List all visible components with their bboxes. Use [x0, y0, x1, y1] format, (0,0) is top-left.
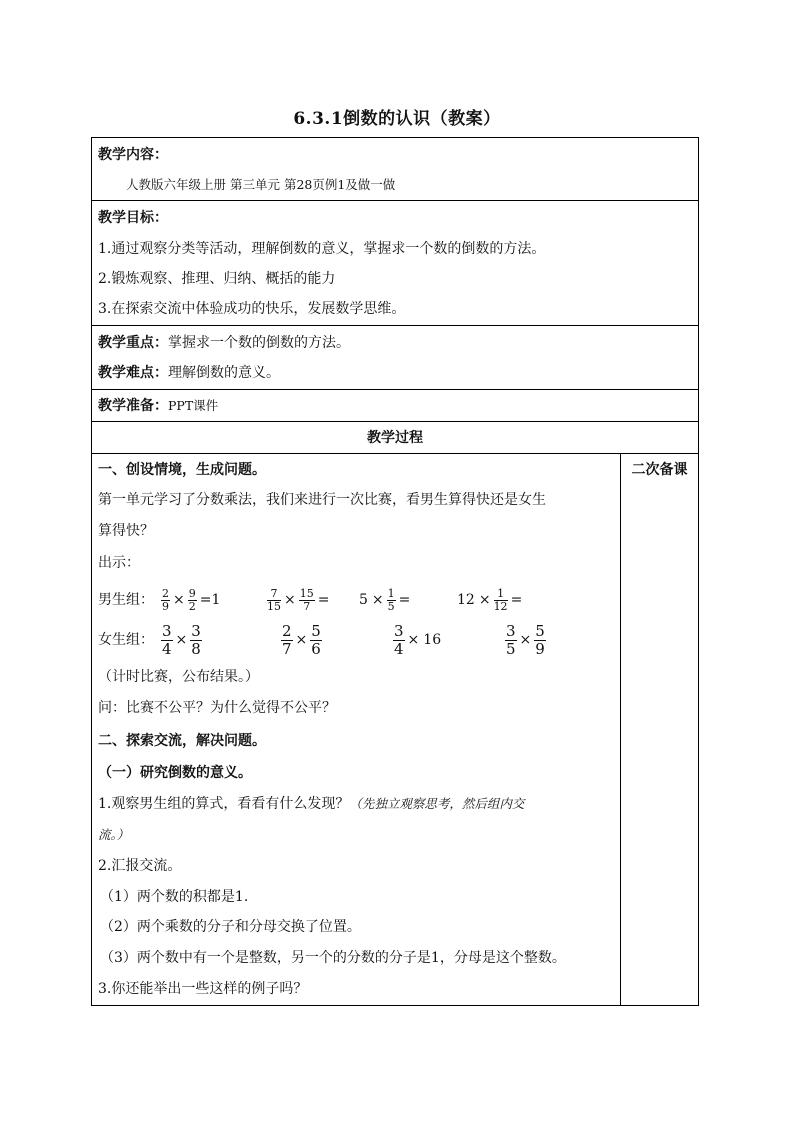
difficulty-label: 教学难点： — [98, 365, 168, 381]
fraction: $\frac{2}{7}$ — [282, 621, 292, 658]
fraction: $\frac{1}{12}$ — [493, 586, 508, 613]
question: 问：比赛不公平？为什么觉得不公平？ — [98, 700, 336, 716]
key-point-label: 教学重点： — [98, 335, 168, 351]
point-1: （1）两个数的积都是1. — [100, 889, 249, 905]
observe-line — [98, 794, 524, 814]
point-3: （3）两个数中有一个是整数，另一个的分数的分子是1，分母是这个整数。 — [100, 950, 566, 966]
content-text: 人教版六年级上册 第三单元 第28页例1及做一做 — [126, 177, 396, 192]
boys-expr-4: 12 × $\frac{1}{12}$ = — [457, 586, 523, 613]
fraction: $\frac{15}{7}$ — [299, 586, 314, 613]
content-label: 教学内容： — [98, 147, 168, 163]
goals-label: 教学目标： — [98, 210, 168, 226]
fraction: $\frac{3}{4}$ — [162, 621, 172, 658]
difficulty — [98, 363, 280, 383]
subsection-1-heading: （一）研究倒数的意义。 — [98, 765, 252, 781]
intro-line-2: 算得快？ — [98, 523, 154, 539]
fraction: $\frac{3}{5}$ — [506, 621, 516, 658]
preparation — [98, 396, 218, 416]
side-header: 二次备课 — [631, 462, 688, 478]
boys-expr-3: 5 × $\frac{1}{5}$ = — [359, 586, 411, 613]
point-2: （2）两个乘数的分子和分母交换了位置。 — [100, 919, 361, 935]
fraction: $\frac{2}{9}$ — [162, 586, 169, 613]
report-line: 2.汇报交流。 — [98, 858, 182, 874]
timing-note: （计时比赛，公布结果。） — [98, 669, 259, 685]
girls-label: 女生组： — [98, 632, 154, 648]
observe-note-2: 流。） — [98, 827, 130, 842]
key-point — [98, 333, 350, 353]
fraction: $\frac{3}{4}$ — [394, 621, 404, 658]
observe-note: （先独立观察思考，然后组内交 — [349, 796, 525, 811]
preparation-label: 教学准备： — [98, 398, 168, 414]
key-point-text: 掌握求一个数的倒数的方法。 — [168, 335, 350, 351]
girls-expr-4: $\frac{3}{5}$ × $\frac{5}{9}$ — [506, 621, 545, 658]
preparation-text: PPT课件 — [168, 398, 219, 413]
intro-line-1: 第一单元学习了分数乘法，我们来进行一次比赛，看男生算得快还是女生 — [98, 492, 546, 508]
difficulty-text: 理解倒数的意义。 — [168, 365, 280, 381]
girls-expr-2: $\frac{2}{7}$ × $\frac{5}{6}$ — [282, 621, 321, 658]
fraction: $\frac{9}{2}$ — [188, 586, 196, 613]
fraction: $\frac{5}{6}$ — [311, 621, 321, 658]
goal-item-3: 3.在探索交流中体验成功的快乐，发展数学思维。 — [98, 301, 406, 317]
fraction: $\frac{5}{9}$ — [535, 621, 545, 658]
goal-item-1: 1.通过观察分类等活动，理解倒数的意义，掌握求一个数的倒数的方法。 — [98, 241, 546, 257]
show-label: 出示： — [98, 555, 140, 571]
page-title: 6.3.1倒数的认识（教案） — [293, 109, 501, 129]
goal-item-2: 2.锻炼观察、推理、归纳、概括的能力 — [98, 271, 336, 287]
boys-expr-1: $\frac{2}{9}$ × $\frac{9}{2}$ =1 — [162, 586, 221, 613]
process-header: 教学过程 — [367, 430, 423, 446]
girls-expr-3: $\frac{3}{4}$ × 16 — [394, 621, 442, 658]
girls-expr-1: $\frac{3}{4}$ × $\frac{3}{8}$ — [162, 621, 201, 658]
section-1-heading: 一、创设情境，生成问题。 — [98, 462, 266, 478]
fraction: $\frac{7}{15}$ — [267, 586, 281, 613]
observe-text: 1.观察男生组的算式，看看有什么发现？ — [98, 796, 350, 812]
boys-label: 男生组： — [98, 592, 154, 608]
example-line: 3.你还能举出一些这样的例子吗？ — [98, 981, 308, 997]
boys-expr-2: $\frac{7}{15}$ × $\frac{15}{7}$ = — [267, 586, 330, 613]
section-2-heading: 二、探索交流，解决问题。 — [98, 733, 266, 749]
fraction: $\frac{1}{5}$ — [387, 586, 395, 613]
fraction: $\frac{3}{8}$ — [191, 621, 201, 658]
